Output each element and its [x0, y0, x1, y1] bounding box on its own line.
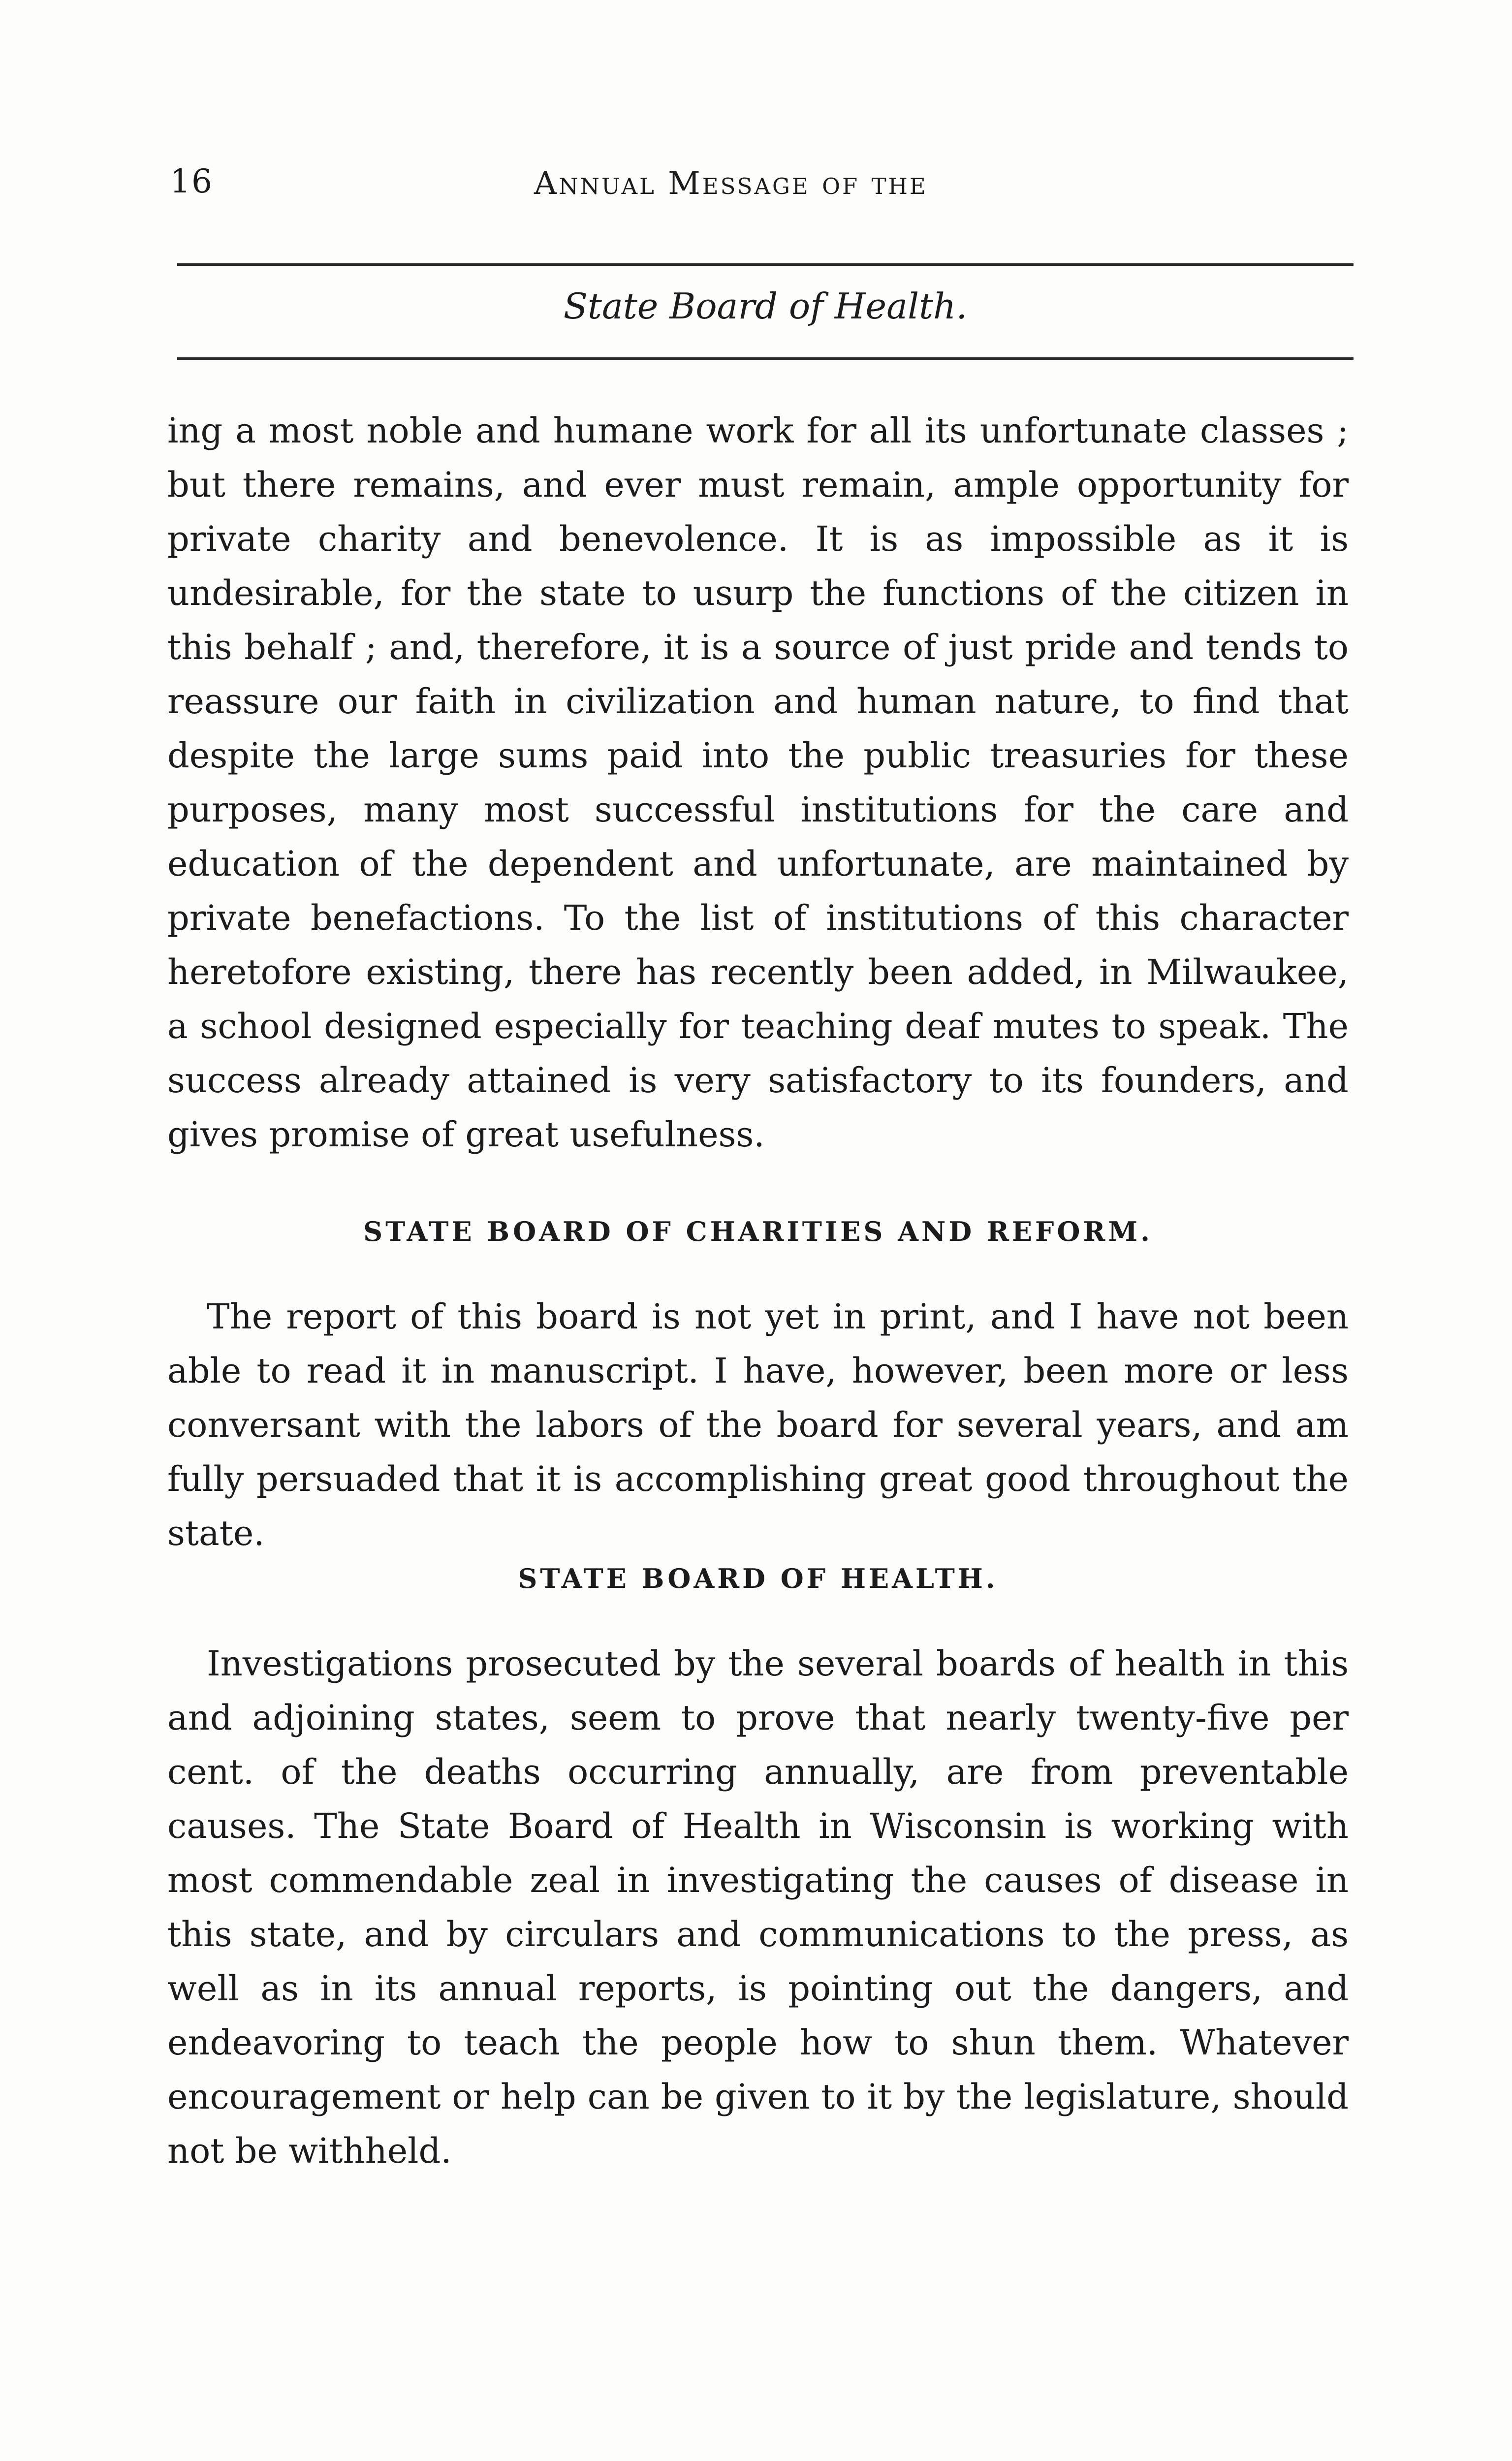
heading-charities-and-reform: STATE BOARD OF CHARITIES AND REFORM. — [363, 1216, 1153, 1247]
page-header — [170, 148, 1355, 207]
header-rule-top — [177, 263, 1354, 266]
page-number: 16 — [170, 162, 213, 200]
paragraph-board-of-health: Investigations prosecuted by the several boards of health in this and adjoining states, seem to prove that nearly twenty-five per cent. of the deaths occurring annually, are from preventable causes. The State Board of Health in Wisconsin is working with most commendable zeal in investigating the causes of disease in this state, and by circulars and communications to the press, as well as in its annual reports, is pointing out the dangers, and endeavoring to teach the people how to shun them. Whatever encouragement or help can be given to it by the legislature, should not be withheld. — [167, 1643, 1349, 2171]
paragraph-private-charity: ing a most noble and humane work for all its unfortunate classes ; but there remains, and ever must remain, ample opportunity for private charity and benevolence. It is as impossible as it is undesirable, for the state to usurp the functions of the citizen in this behalf ; and, therefore, it is a source of just pride and tends to reassure our faith in civilization and human nature, to find that despite the large sums paid into the public treasuries for these purposes, many most successful institutions for the care and education of the dependent and unfortunate, are maintained by private benefactions. To the list of institutions of this character heretofore existing, there has recently been added, in Milwaukee, a school designed especially for teaching deaf mutes to speak. The success already attained is very satisfactory to its founders, and gives promise of great usefulness. — [167, 410, 1349, 1155]
heading-board-of-health: STATE BOARD OF HEALTH. — [518, 1563, 998, 1594]
running-title: Annual Message of the — [534, 165, 928, 202]
header-rule-bottom — [177, 357, 1354, 360]
paragraph-charities-board-report: The report of this board is not yet in print, and I have not been able to read it in manuscript. I have, however, been more or less conversant with the labors of the board for several years, and am fully persuaded that it is accomplishing great good throughout the state. — [167, 1296, 1349, 1553]
section-subtitle: State Board of Health. — [563, 285, 968, 327]
